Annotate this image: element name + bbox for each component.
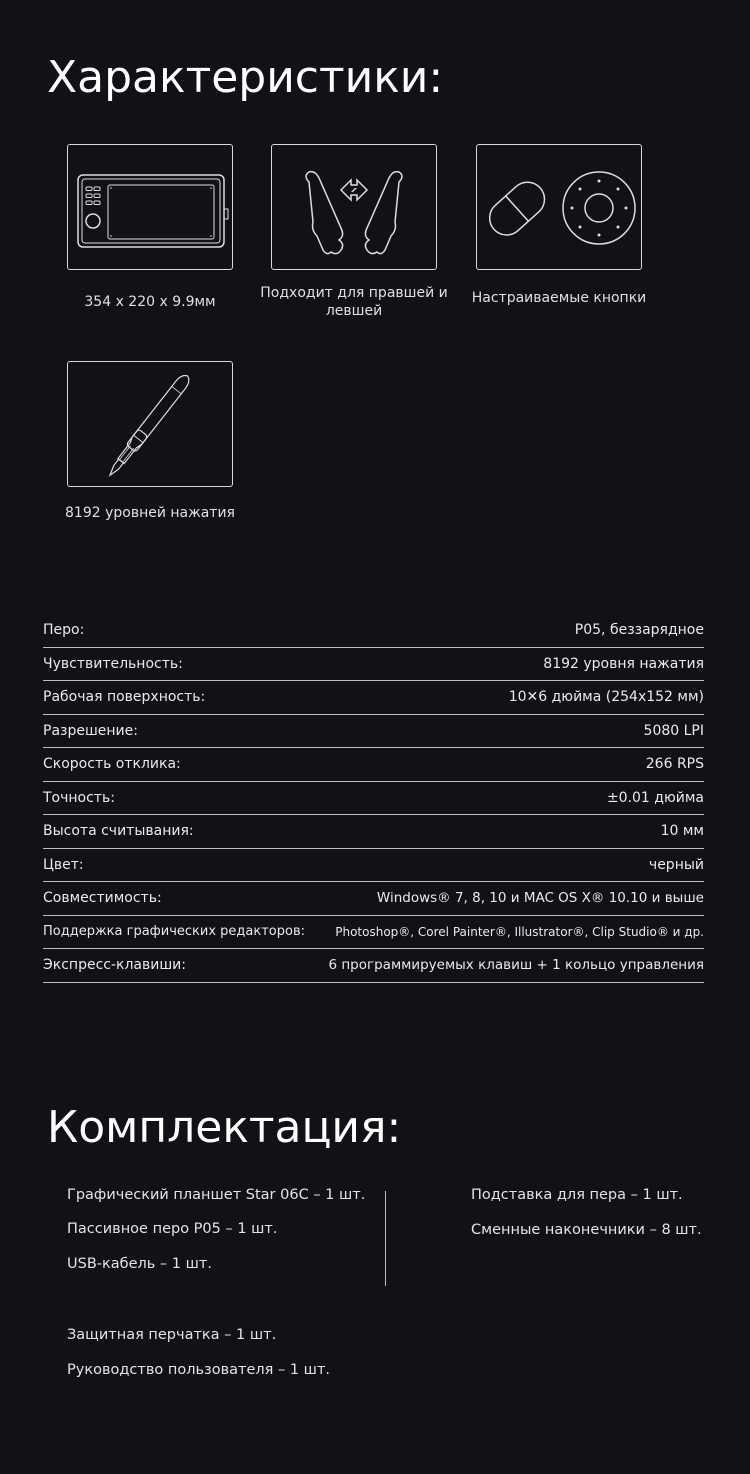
spec-value: 6 программируемых клавиш + 1 кольцо управления [328,957,704,974]
spec-label: Высота считывания: [43,823,194,840]
spec-value: 10✕6 дюйма (254x152 мм) [508,689,704,706]
spec-value: ±0.01 дюйма [606,789,704,806]
spec-row-compat [43,882,704,916]
kit-divider [385,1191,386,1286]
spec-row-hotkeys [43,949,704,983]
spec-label: Чувствительность: [43,655,183,672]
feature-caption: Подходит для правшей и левшей [260,285,448,319]
left-right-hand-icon [279,152,429,262]
kit-title: Комплектация: [47,1102,402,1153]
kit-item: Защитная перчатка – 1 шт. [67,1327,277,1343]
spec-value: 8192 уровня нажатия [543,655,704,672]
specs-table [43,614,704,983]
feature-size [50,144,250,311]
spec-label: Рабочая поверхность: [43,689,206,706]
spec-row-editors [43,916,704,950]
spec-value: черный [648,856,704,873]
spec-label: Цвет: [43,856,84,873]
kit-item: Руководство пользователя – 1 шт. [67,1362,331,1378]
spec-row-resolution [43,715,704,749]
feature-box [271,144,437,270]
spec-value: 5080 LPI [643,722,704,739]
spec-row-color [43,849,704,883]
kit-item: Графический планшет Star 06C – 1 шт. [67,1187,366,1203]
spec-value: Photoshop®, Corel Painter®, Illustrator®, Clip Studio® и др. [335,924,704,939]
feature-box [476,144,642,270]
spec-label: Перо: [43,622,85,639]
spec-row-pen [43,614,704,648]
spec-label: Скорость отклика: [43,756,181,773]
feature-handedness [254,144,454,320]
feature-box [67,144,233,270]
spec-row-height [43,815,704,849]
spec-label: Совместимость: [43,890,162,907]
feature-box [67,361,233,487]
spec-row-sensitivity [43,648,704,682]
spec-value: P05, беззарядное [574,622,704,639]
feature-caption: 8192 уровней нажатия [65,505,235,521]
spec-label: Разрешение: [43,722,138,739]
pen-icon [75,369,225,479]
feature-caption: 354 x 220 x 9.9мм [84,294,216,310]
spec-row-accuracy [43,782,704,816]
kit-item: Пассивное перо P05 – 1 шт. [67,1221,278,1237]
kit-item: USB-кабель – 1 шт. [67,1256,212,1272]
feature-caption: Настраиваемые кнопки [471,290,647,306]
kit-item: Сменные наконечники – 8 шт. [471,1222,702,1238]
spec-value: Windows® 7, 8, 10 и MAC OS X® 10.10 и выше [376,890,704,907]
spec-label: Экспресс-клавиши: [43,957,186,974]
feature-buttons [459,144,659,307]
spec-label: Точность: [43,789,115,806]
buttons-ring-icon [479,152,639,262]
spec-row-surface [43,681,704,715]
spec-value: 266 RPS [645,756,704,773]
spec-label: Поддержка графических редакторов: [43,924,306,940]
spec-value: 10 мм [660,823,704,840]
tablet-icon [70,157,230,257]
spec-row-response [43,748,704,782]
feature-pressure [50,361,250,522]
kit-item: Подставка для пера – 1 шт. [471,1187,683,1203]
specs-title: Характеристики: [47,52,444,103]
